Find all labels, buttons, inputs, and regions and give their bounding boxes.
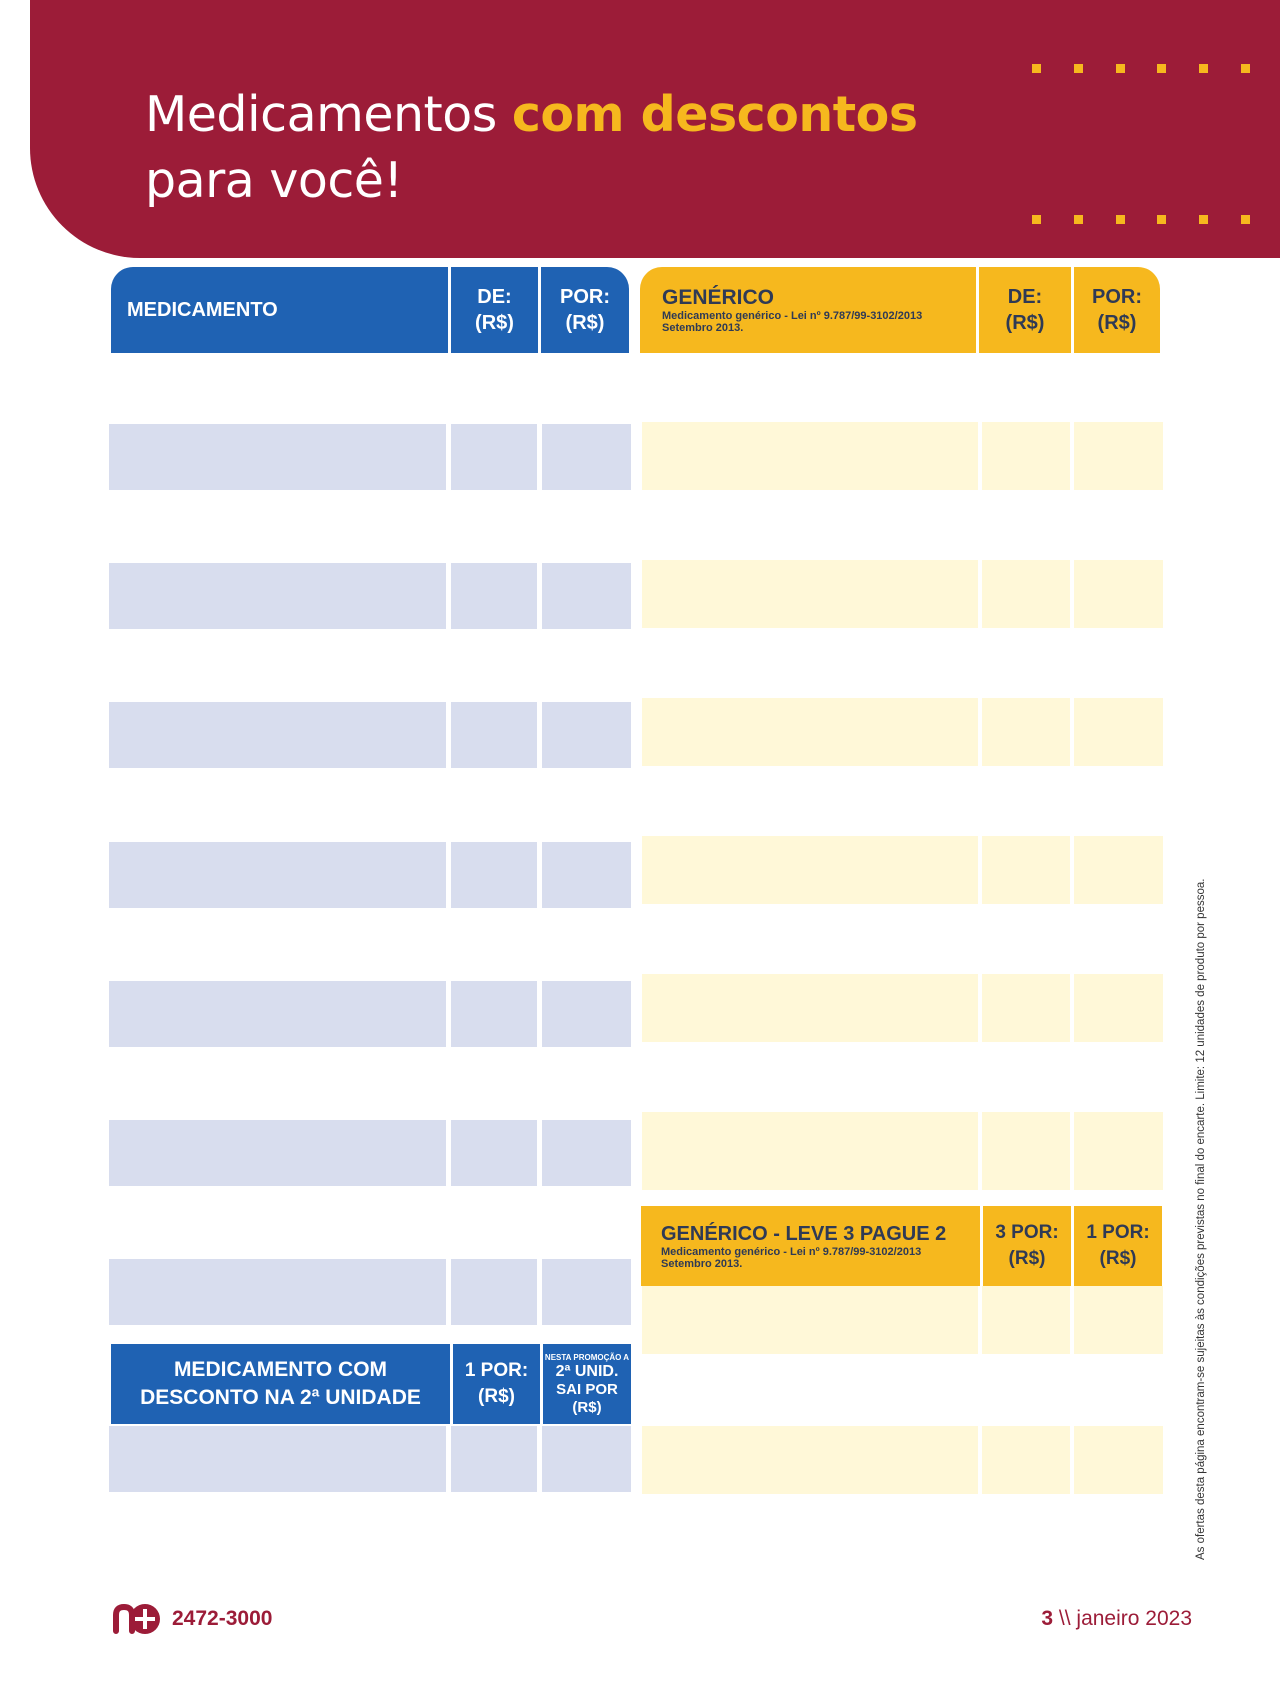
generico-de-cell bbox=[982, 836, 1070, 904]
footer-phone: 2472-3000 bbox=[172, 1607, 273, 1630]
generico-por-cell bbox=[1074, 974, 1163, 1042]
segunda-unidade-header bbox=[111, 1344, 450, 1424]
leve3-law: Medicamento genérico - Lei nº 9.787/99-3102/2013 bbox=[661, 1245, 922, 1258]
segunda-unidade-currency: (R$) bbox=[572, 1398, 602, 1416]
generico-por-cell bbox=[1074, 836, 1163, 904]
por-currency: (R$) bbox=[565, 312, 605, 334]
generico-de-cell bbox=[982, 1286, 1070, 1354]
medicamento-de-cell bbox=[451, 842, 537, 908]
generico-de-cell bbox=[982, 422, 1070, 490]
decorative-dots-bottom bbox=[1032, 215, 1250, 224]
generico-date: Setembro 2013. bbox=[662, 322, 744, 334]
generico-por-cell bbox=[1074, 1112, 1163, 1190]
medicamento-por-cell bbox=[542, 1426, 631, 1492]
generico-de-cell bbox=[982, 974, 1070, 1042]
footer-page-info bbox=[1041, 1607, 1192, 1631]
side-disclaimer: As ofertas desta página encontram-se sujeitas às condições previstas no final do encarte. Limite: 12 unidades de produto por pessoa. bbox=[1195, 878, 1207, 1560]
page-date: janeiro 2023 bbox=[1076, 1607, 1192, 1630]
generico-name-cell bbox=[642, 422, 978, 490]
leve3-1por-label: 1 POR: bbox=[1086, 1222, 1150, 1243]
segunda-unidade-1por-currency: (R$) bbox=[478, 1386, 515, 1407]
leve3-3por-currency: (R$) bbox=[1008, 1248, 1046, 1269]
segunda-unidade-2unid-label: 2ª UNID. bbox=[555, 1362, 619, 1380]
medicamento-row bbox=[109, 424, 631, 490]
generico-name-cell bbox=[642, 1286, 978, 1354]
medicamento-name-cell bbox=[109, 702, 446, 768]
generico-row bbox=[642, 1426, 1163, 1494]
generico-title: GENÉRICO bbox=[662, 286, 775, 309]
medicamento-row bbox=[109, 1259, 631, 1325]
medicamento-row bbox=[109, 1426, 631, 1492]
leve3-3por-header bbox=[983, 1206, 1071, 1286]
generico-row bbox=[642, 698, 1163, 766]
leve3-3por-label: 3 POR: bbox=[995, 1222, 1059, 1243]
segunda-unidade-1por-header bbox=[453, 1344, 540, 1424]
medicamento-header-label: MEDICAMENTO bbox=[127, 298, 278, 321]
decorative-dots-top bbox=[1032, 64, 1250, 73]
generico-de-header bbox=[979, 267, 1071, 353]
generico-de-cell bbox=[982, 560, 1070, 628]
generico-de-cell bbox=[982, 698, 1070, 766]
leve3-header bbox=[641, 1206, 980, 1286]
de-currency: (R$) bbox=[475, 312, 514, 334]
generico-de-currency: (R$) bbox=[1005, 312, 1045, 334]
segunda-unidade-1por-label: 1 POR: bbox=[464, 1360, 529, 1381]
generico-por-cell bbox=[1074, 1286, 1163, 1354]
generico-de-cell bbox=[982, 1426, 1070, 1494]
page-separator: \\ bbox=[1058, 1607, 1071, 1630]
generico-por-label: POR: bbox=[1092, 286, 1142, 308]
medicamento-name-cell bbox=[109, 424, 446, 490]
medicamento-de-cell bbox=[451, 563, 537, 629]
medicamento-name-cell bbox=[109, 1426, 446, 1492]
generico-name-cell bbox=[642, 698, 978, 766]
segunda-unidade-saipor-label: SAI POR bbox=[556, 1380, 618, 1398]
generico-name-cell bbox=[642, 1426, 978, 1494]
generico-name-cell bbox=[642, 1112, 978, 1190]
title-part1: Medicamentos bbox=[145, 86, 497, 143]
por-label: POR: bbox=[560, 286, 610, 308]
generico-por-cell bbox=[1074, 560, 1163, 628]
generico-name-cell bbox=[642, 560, 978, 628]
segunda-unidade-promo-note: NESTA PROMOÇÃO A bbox=[544, 1352, 630, 1362]
medicamento-de-cell bbox=[451, 1120, 537, 1186]
generico-por-header bbox=[1074, 267, 1160, 353]
leve3-date: Setembro 2013. bbox=[661, 1257, 743, 1270]
segunda-unidade-line1: MEDICAMENTO COM bbox=[173, 1358, 388, 1381]
medicamento-header bbox=[111, 267, 448, 353]
generico-por-currency: (R$) bbox=[1097, 312, 1137, 334]
medicamento-por-cell bbox=[542, 702, 631, 768]
generico-por-cell bbox=[1074, 422, 1163, 490]
medicamento-row bbox=[109, 702, 631, 768]
generico-de-cell bbox=[982, 1112, 1070, 1190]
medicamento-row bbox=[109, 1120, 631, 1186]
medicamento-name-cell bbox=[109, 1120, 446, 1186]
medicamento-de-cell bbox=[451, 1259, 537, 1325]
generico-header bbox=[640, 267, 976, 353]
leve3-1por-currency: (R$) bbox=[1099, 1248, 1137, 1269]
n-plus-logo-icon bbox=[112, 1597, 162, 1641]
medicamento-row bbox=[109, 842, 631, 908]
medicamento-por-cell bbox=[542, 1120, 631, 1186]
de-label: DE: bbox=[477, 286, 512, 308]
generico-row bbox=[642, 422, 1163, 490]
generico-por-cell bbox=[1074, 1426, 1163, 1494]
por-header bbox=[541, 267, 629, 353]
generico-de-label: DE: bbox=[1007, 286, 1043, 308]
generico-row bbox=[642, 1286, 1163, 1354]
medicamento-name-cell bbox=[109, 981, 446, 1047]
generico-law: Medicamento genérico - Lei nº 9.787/99-3102/2013 bbox=[662, 310, 923, 322]
medicamento-name-cell bbox=[109, 563, 446, 629]
medicamento-por-cell bbox=[542, 842, 631, 908]
generico-row bbox=[642, 1112, 1163, 1190]
medicamento-row bbox=[109, 981, 631, 1047]
medicamento-por-cell bbox=[542, 1259, 631, 1325]
medicamento-por-cell bbox=[542, 563, 631, 629]
de-header bbox=[451, 267, 538, 353]
medicamento-row bbox=[109, 563, 631, 629]
page-number: 3 bbox=[1041, 1607, 1054, 1630]
medicamento-por-cell bbox=[542, 981, 631, 1047]
segunda-unidade-line2: DESCONTO NA 2ª UNIDADE bbox=[140, 1386, 421, 1409]
page-title bbox=[145, 82, 918, 214]
medicamento-por-cell bbox=[542, 424, 631, 490]
generico-name-cell bbox=[642, 974, 978, 1042]
medicamento-de-cell bbox=[451, 424, 537, 490]
leve3-title: GENÉRICO - LEVE 3 PAGUE 2 bbox=[661, 1222, 947, 1245]
generico-row bbox=[642, 560, 1163, 628]
medicamento-de-cell bbox=[451, 1426, 537, 1492]
medicamento-de-cell bbox=[451, 981, 537, 1047]
generico-row bbox=[642, 836, 1163, 904]
generico-name-cell bbox=[642, 836, 978, 904]
segunda-unidade-2unid-header bbox=[543, 1344, 631, 1424]
leve3-1por-header bbox=[1074, 1206, 1162, 1286]
medicamento-name-cell bbox=[109, 842, 446, 908]
title-line2: para você! bbox=[145, 152, 403, 209]
generico-por-cell bbox=[1074, 698, 1163, 766]
medicamento-de-cell bbox=[451, 702, 537, 768]
title-highlight: com descontos bbox=[511, 86, 918, 143]
generico-row bbox=[642, 974, 1163, 1042]
medicamento-name-cell bbox=[109, 1259, 446, 1325]
